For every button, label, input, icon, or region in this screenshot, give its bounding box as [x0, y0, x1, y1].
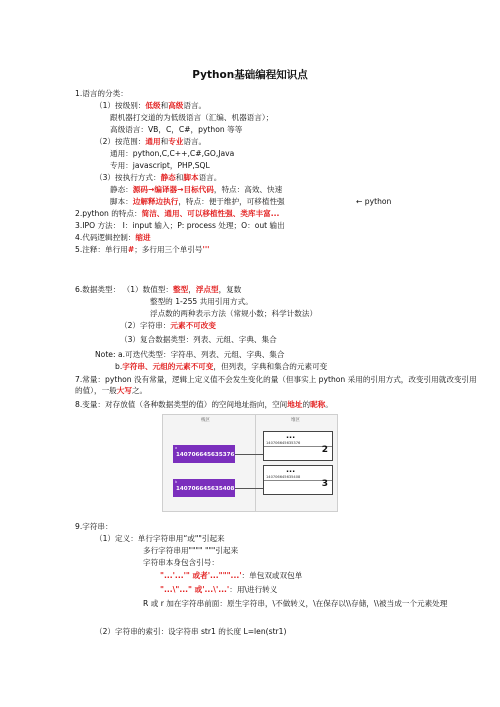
- text-segment: 4.代码逻辑控制：: [75, 233, 136, 242]
- memory-diagram: [162, 414, 338, 512]
- highlighted-text: 浮点型: [195, 285, 219, 294]
- variable-name: a: [175, 446, 178, 450]
- heap-object-2: [263, 465, 333, 495]
- highlighted-text: 地址: [287, 400, 303, 409]
- text-segment: 8.变量：对存放值（各种数据类型的值）的空间地址指向，空间: [75, 400, 288, 409]
- highlighted-text: 昵称: [310, 400, 326, 409]
- line-13: [75, 244, 210, 255]
- text-segment: 之。: [131, 386, 148, 395]
- highlighted-text: "...'...'": [160, 571, 190, 580]
- text-segment: 字符串本身包含引号：: [143, 558, 219, 567]
- highlighted-text: 或者'..."""...': [189, 571, 242, 580]
- text-segment: 专用：javascript，PHP,SQL: [110, 161, 210, 170]
- text-segment: ：单包双或双包单: [241, 571, 303, 580]
- pointer-arrow: [235, 454, 263, 455]
- line-18: [120, 334, 277, 345]
- text-segment: 跟机器打交道的为低级语言（汇编、机器语言）；: [110, 113, 274, 122]
- highlighted-text: 低级: [145, 101, 161, 110]
- text-segment: 高级语言：VB，C，C#，python 等等: [110, 125, 243, 134]
- text-segment: 。: [325, 400, 333, 409]
- line-2: [110, 112, 273, 123]
- line-25: [143, 545, 238, 556]
- line-28: [160, 584, 277, 595]
- object-value: 2: [321, 445, 328, 455]
- line-22: [75, 399, 333, 410]
- highlighted-text: 源码→编译器→目标代码: [132, 185, 214, 194]
- text-segment: b.: [115, 362, 123, 371]
- ellipsis: ...: [286, 431, 296, 440]
- text-segment: 7.常量：python 没有常量，逻辑上定义值不会发生变化的量（但事实上 python 采用的引用方式，改变引用就改变引用的值），一般: [75, 375, 477, 395]
- text-segment: 3.IPO 方法： I：input 输入；P: process 处理；O：out 输出: [75, 221, 285, 230]
- stack-label: 栈区: [201, 418, 210, 423]
- page-title: Python基础编程知识点: [192, 69, 308, 81]
- text-segment: 1.语言的分类：: [75, 89, 128, 98]
- heap-label: 堆区: [291, 418, 300, 423]
- line-26: [143, 557, 219, 568]
- text-segment: 5.注释：单行用: [75, 245, 128, 254]
- text-segment: ，但列表，字典和集合的元素可变: [213, 362, 328, 371]
- variable-address: 140706645635408: [176, 486, 235, 492]
- text-segment: R 或 r 加在字符串前面：原生字符串，\不做转义，\在保存以\\存储，\\被当成一个元素处理: [143, 599, 448, 608]
- object-value: 3: [321, 479, 328, 489]
- text-segment: 和: [175, 173, 184, 182]
- text-segment: Note: a.可迭代类型：字符串、列表、元组、字典、集合: [95, 350, 285, 359]
- highlighted-text: 通用: [145, 137, 161, 146]
- line-27: [160, 570, 302, 581]
- line-10: [75, 208, 279, 219]
- line-4: [95, 136, 206, 147]
- text-segment: ：用\进行转义: [229, 585, 278, 594]
- text-segment: 和: [160, 101, 169, 110]
- text-segment: 语言。: [183, 101, 207, 110]
- text-segment: （3）按执行方式：: [95, 173, 161, 182]
- text-segment: （1）按级别：: [95, 101, 146, 110]
- line-29: [75, 598, 477, 609]
- highlighted-text: 元素不可改变: [170, 321, 216, 330]
- line-11: [75, 220, 285, 231]
- line-8: [110, 184, 282, 195]
- highlighted-text: #: [127, 245, 135, 254]
- line-16: [150, 308, 317, 319]
- line-6: [110, 160, 210, 171]
- python-arrow-note: ← python: [356, 197, 392, 206]
- heap-object-1: [263, 431, 333, 461]
- pointer-arrow: [235, 488, 263, 489]
- variable-address: 140706645635376: [176, 452, 235, 458]
- highlighted-text: 大写: [116, 386, 132, 395]
- text-segment: 的: [302, 400, 311, 409]
- object-address: 140706645635376: [266, 441, 301, 445]
- line-24: [95, 533, 225, 544]
- line-20: [115, 361, 327, 372]
- line-14: [75, 284, 241, 295]
- line-5: [110, 148, 234, 159]
- highlighted-text: 高级: [168, 101, 184, 110]
- text-segment: （3）复合数据类型：列表、元组、字典、集合: [120, 335, 277, 344]
- line-19: [95, 349, 284, 360]
- highlighted-text: 专业: [168, 137, 184, 146]
- text-segment: ，特点：高效、快速: [213, 185, 283, 194]
- text-segment: ，特点：便于维护，可移植性强: [178, 197, 285, 206]
- text-segment: 整型的 1-255 共用引用方式。: [150, 297, 253, 306]
- text-segment: 6.数据类型： （1）数值型：: [75, 285, 174, 294]
- variable-box-b: [173, 479, 235, 497]
- line-9: [110, 196, 285, 207]
- text-segment: 通用：python,C,C++,C#,GO,Java: [110, 149, 235, 158]
- highlighted-text: 静态: [160, 173, 176, 182]
- line-3: [110, 124, 242, 135]
- text-segment: 语言。: [198, 173, 222, 182]
- diagram-divider: [255, 415, 256, 511]
- text-segment: ，复数: [218, 285, 242, 294]
- highlighted-text: ''': [202, 245, 210, 254]
- text-segment: （2）按范围：: [95, 137, 146, 146]
- text-segment: 语言。: [183, 137, 207, 146]
- line-7: [95, 172, 221, 183]
- highlighted-text: 字符串、元组的元素不可变: [122, 362, 214, 371]
- line-30: [95, 626, 286, 637]
- variable-box-a: [173, 445, 235, 463]
- text-segment: （2）字符串：: [120, 321, 171, 330]
- text-segment: （2）字符串的索引：设字符串 str1 的长度 L=len(str1): [95, 627, 287, 636]
- text-segment: 和: [160, 137, 169, 146]
- highlighted-text: 脚本: [183, 173, 199, 182]
- text-segment: 静态：: [110, 185, 133, 194]
- text-segment: 浮点数的两种表示方法（常规小数；科学计数法）: [150, 309, 318, 318]
- line-12: [75, 232, 151, 243]
- text-segment: ；多行用三个单引号: [134, 245, 203, 254]
- line-17: [120, 320, 216, 331]
- text-segment: 脚本：: [110, 197, 133, 206]
- text-segment: （1）定义：单行字符串用“或""引起来: [95, 534, 225, 543]
- ellipsis: ...: [286, 465, 296, 474]
- text-segment: 9.字符串：: [75, 522, 113, 531]
- line-1: [95, 100, 206, 111]
- highlighted-text: 或'...\'...': [191, 585, 230, 594]
- line-23: [75, 521, 113, 532]
- text-segment: 多行字符串用"""" """引起来: [143, 546, 239, 555]
- highlighted-text: "...\"...": [160, 585, 192, 594]
- object-address: 140706645635408: [266, 475, 301, 479]
- variable-name: b: [175, 480, 178, 484]
- text-segment: 2.python 的特点：: [75, 209, 142, 218]
- highlighted-text: 简洁、通用、可以移植性强、类库丰富...: [141, 209, 280, 218]
- line-21: [75, 374, 477, 396]
- highlighted-text: 缩进: [135, 233, 151, 242]
- line-0: [75, 88, 128, 99]
- text-segment: ，: [188, 285, 196, 294]
- line-15: [150, 296, 253, 307]
- highlighted-text: 整型: [173, 285, 189, 294]
- highlighted-text: 边解释边执行: [132, 197, 179, 206]
